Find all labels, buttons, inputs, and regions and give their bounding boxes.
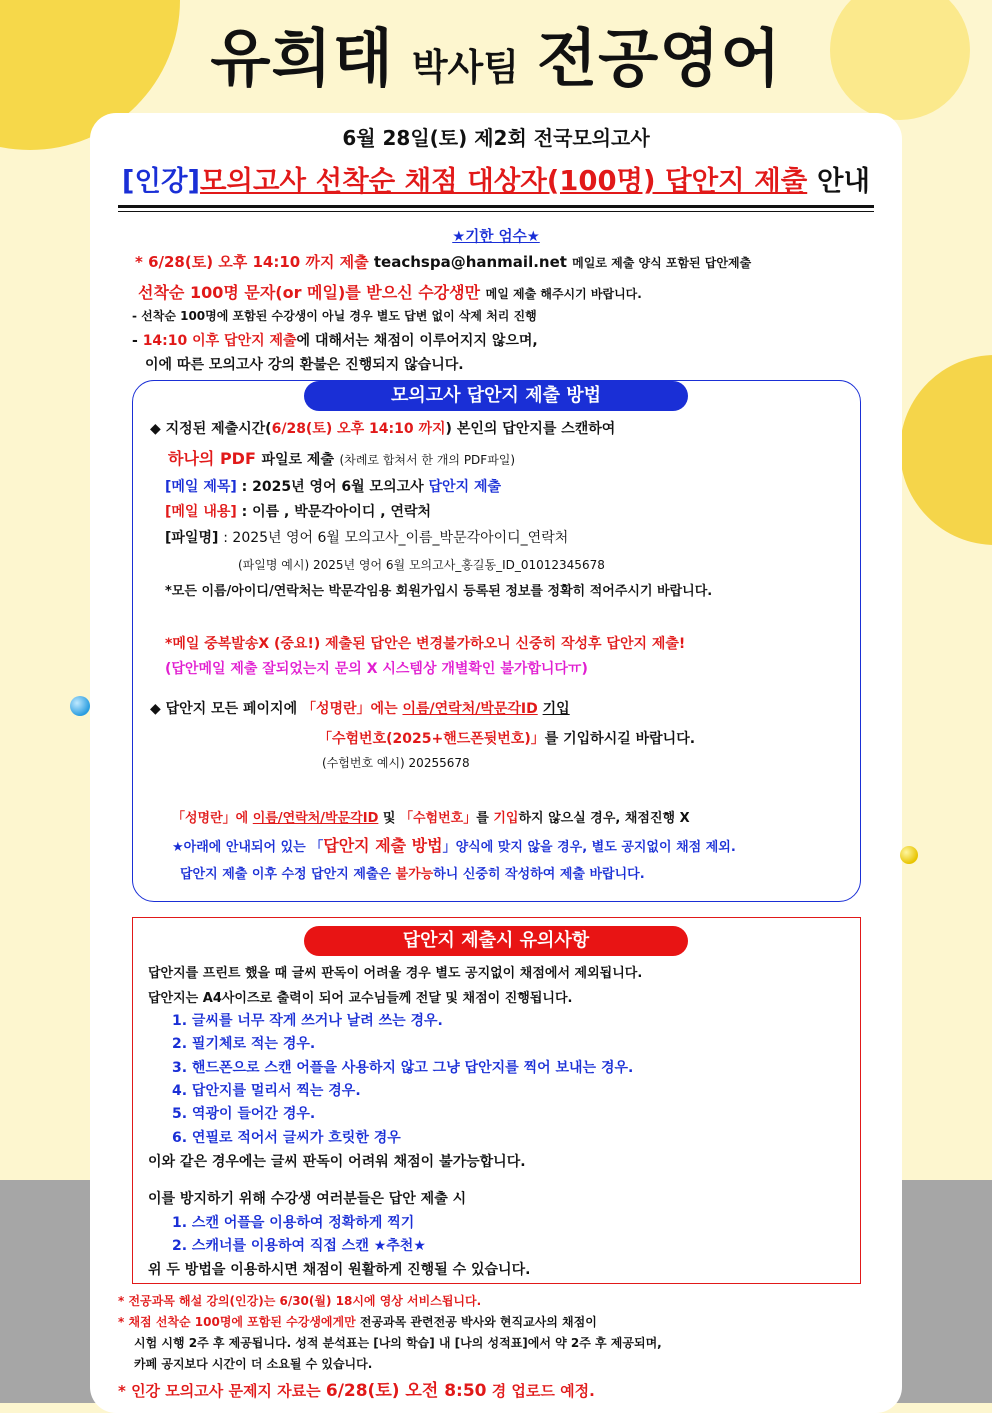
exam-number-format: 「수험번호(2025+핸드폰뒷번호)」 (318, 731, 545, 747)
deadline-line-2 (138, 280, 642, 303)
footer-note-2-red: * 채점 선착순 100명에 포함된 수강생에게만 (118, 1315, 356, 1329)
caution-p1: 답안지를 프린트 했을 때 글씨 판독이 어려울 경우 별도 공지없이 채점에서 제외됩니다. (148, 966, 643, 981)
file-name-example: (파일명 예시) 2025년 영어 6월 모의고사_홍길동_ID_01012345678 (238, 558, 605, 572)
deadline-label: ★기한 엄수★ (452, 228, 540, 245)
deadline-line-4-rest: 에 대해서는 채점이 이루어지지 않으며, (296, 333, 538, 349)
deadline-line-3: - 선착순 100명에 포함된 수강생이 아닐 경우 별도 답변 없이 삭제 처리 진행 (132, 309, 537, 323)
warning-line-3 (180, 863, 645, 882)
method-bullet-2 (168, 446, 515, 469)
w1-f: 기입 (493, 811, 519, 826)
mail-body-line (165, 501, 431, 521)
info-accuracy-note: *모든 이름/아이디/연락처는 박문각임용 회원가입시 등록된 정보를 정확히 적어주시기 바랍니다. (165, 584, 713, 599)
footer-note-3: 시험 시행 2주 후 제공됩니다. 성적 분석표는 [나의 학습] 내 [나의 성적표]에서 약 2주 후 제공되며, (134, 1336, 662, 1350)
w1-a: 「성명란」에 (172, 811, 249, 826)
decor-dot-blue (70, 696, 90, 716)
b1-post: ) 본인의 답안지를 스캔하여 (445, 421, 616, 437)
caution-title: 답안지 제출시 유의사항 (304, 926, 688, 956)
single-pdf: 하나의 PDF (168, 449, 256, 468)
main-title (0, 8, 992, 98)
w2-a: ★아래에 안내되어 있는 「 (172, 840, 324, 855)
title-team: 박사팀 (411, 46, 519, 89)
mail-subject-value: : 2025년 영어 6월 모의고사 (241, 479, 424, 495)
deadline-line-1-rest: 메일로 제출 양식 포함된 답안제출 (572, 256, 752, 270)
caution-item: 3. 핸드폰으로 스캔 어플을 사용하지 않고 그냥 답안지를 찍어 보내는 경우. (172, 1060, 634, 1076)
no-inquiry-note: (답안메일 제출 잘되었는지 문의 X 시스템상 개별확인 불가합니다ㅠ) (165, 661, 588, 677)
decor-dot-yellow (900, 846, 918, 864)
decor-circle-right (900, 355, 992, 545)
name-field-ref: 「성명란」에는 (301, 701, 398, 717)
caution-item: 6. 연필로 적어서 글씨가 흐릿한 경우 (172, 1130, 401, 1146)
target-students: 선착순 100명 문자(or 메일)를 받으신 수강생만 (138, 283, 481, 302)
method-title: 모의고사 답안지 제출 방법 (304, 381, 688, 411)
deadline-line-2-rest: 메일 제출 해주시기 바랍니다. (485, 287, 642, 301)
headline (0, 158, 992, 198)
caution-item: 1. 글씨를 너무 작게 쓰거나 날려 쓰는 경우. (172, 1013, 443, 1029)
w3-a: 답안지 제출 이후 수정 답안지 제출은 (180, 867, 391, 882)
caution-p5: 위 두 방법을 이용하시면 채점이 원활하게 진행될 수 있습니다. (148, 1262, 531, 1278)
w1-b: 이름/연락처/박문각ID (252, 811, 379, 826)
upload-time: 6/28(토) 오전 8:50 (325, 1381, 487, 1401)
file-name-line (165, 527, 568, 547)
w3-c: 하니 신중히 작성하여 제출 바랍니다. (433, 867, 645, 882)
footer-note-4: 카페 공지보다 시간이 더 소요될 수 있습니다. (134, 1357, 373, 1371)
footer-note-5-a: * 인강 모의고사 문제지 자료는 (118, 1382, 321, 1400)
w1-g: 하지 않으실 경우, 채점진행 X (518, 811, 690, 826)
mail-subject-line (165, 476, 501, 496)
caution-p3: 이와 같은 경우에는 글씨 판독이 어려워 채점이 불가능합니다. (148, 1154, 526, 1170)
caution-p4: 이를 방지하기 위해 수강생 여러분들은 답안 제출 시 (148, 1191, 467, 1207)
headline-main: 모의고사 선착순 채점 대상자(100명) 답안지 제출 (200, 166, 808, 197)
footer-note-5 (118, 1376, 595, 1401)
required-info: 이름/연락처/박문각ID (402, 701, 538, 717)
b1-deadline: 6/28(토) 오후 14:10 까지 (271, 421, 446, 437)
exam-subtitle: 6월 28일(토) 제2회 전국모의고사 (342, 126, 650, 150)
mail-body-value: : 이름 , 박문각아이디 , 연락처 (241, 504, 432, 520)
deadline-line-5: 이에 따른 모의고사 강의 환불은 진행되지 않습니다. (145, 357, 464, 373)
method-bullet-4 (318, 728, 695, 748)
w1-e: 를 (476, 811, 489, 826)
headline-suffix: 안내 (817, 166, 871, 197)
w1-c: 및 (382, 811, 396, 826)
w2-c: 」양식에 맞지 않을 경우, 별도 공지없이 채점 제외. (442, 840, 736, 855)
divider-thick (118, 205, 874, 208)
deadline-line-4 (132, 330, 538, 350)
footer-note-1: * 전공과목 해설 강의(인강)는 6/30(월) 18시에 영상 서비스됩니다. (118, 1294, 482, 1308)
method-bullet-3 (150, 698, 570, 718)
w1-d: 「수험번호」 (399, 811, 477, 826)
footer-note-5-c: 경 업로드 예정. (491, 1382, 595, 1400)
warning-line-1 (172, 807, 690, 826)
exam-number-example: (수험번호 예시) 20255678 (322, 756, 470, 770)
headline-prefix: [인강] (121, 166, 201, 197)
deadline-time: * 6/28(토) 오후 14:10 까지 제출 (135, 253, 369, 271)
caution-item: 4. 답안지를 멀리서 찍는 경우. (172, 1083, 361, 1099)
caution-item: 5. 역광이 들어간 경우. (172, 1106, 316, 1122)
caution-item: 2. 필기체로 적는 경우. (172, 1036, 316, 1052)
recommend-item: 1. 스캔 어플을 이용하여 정확하게 찍기 (172, 1215, 415, 1231)
w3-impossible: 불가능 (395, 867, 434, 882)
mail-subject-highlight: 답안지 제출 (428, 479, 502, 495)
mail-body-label: [메일 내용] (165, 504, 237, 520)
b4-post: 를 기입하시길 바랍니다. (544, 731, 696, 747)
b2-mid: 파일로 제출 (261, 452, 334, 468)
warning-line-2 (172, 833, 736, 856)
footer-note-2 (118, 1313, 597, 1330)
b1-pre: ◆ 지정된 제출시간( (150, 421, 272, 437)
w2-method: 답안지 제출 방법 (323, 836, 443, 855)
b3-post: 기입 (542, 701, 570, 717)
footer-note-2-rest: 전공과목 관련전공 박사와 현직교사의 채점이 (359, 1315, 597, 1329)
duplicate-warning: *메일 중복발송X (중요!) 제출된 답안은 변경불가하오니 신중히 작성후 답안지 제출! (165, 636, 686, 652)
divider-thin (118, 211, 874, 212)
dash: - (132, 333, 138, 349)
file-name-value: : 2025년 영어 6월 모의고사_이름_박문각아이디_연락처 (223, 530, 569, 546)
title-subject: 전공영어 (536, 22, 782, 95)
late-submission: 14:10 이후 답안지 제출 (142, 333, 297, 349)
recommend-item: 2. 스캐너를 이용하여 직접 스캔 ★추천★ (172, 1238, 426, 1254)
file-name-label: [파일명] (165, 530, 219, 546)
title-name: 유희태 (210, 22, 394, 95)
b2-note: (차례로 합쳐서 한 개의 PDF파일) (339, 453, 516, 467)
method-bullet-1 (150, 418, 615, 438)
mail-subject-label: [메일 제목] (165, 479, 237, 495)
deadline-line-1 (135, 251, 751, 272)
submit-email: teachspa@hanmail.net (373, 253, 567, 271)
caution-p2: 답안지는 A4사이즈로 출력이 되어 교수님들께 전달 및 채점이 진행됩니다. (148, 991, 573, 1006)
b3-pre: ◆ 답안지 모든 페이지에 (150, 701, 298, 717)
